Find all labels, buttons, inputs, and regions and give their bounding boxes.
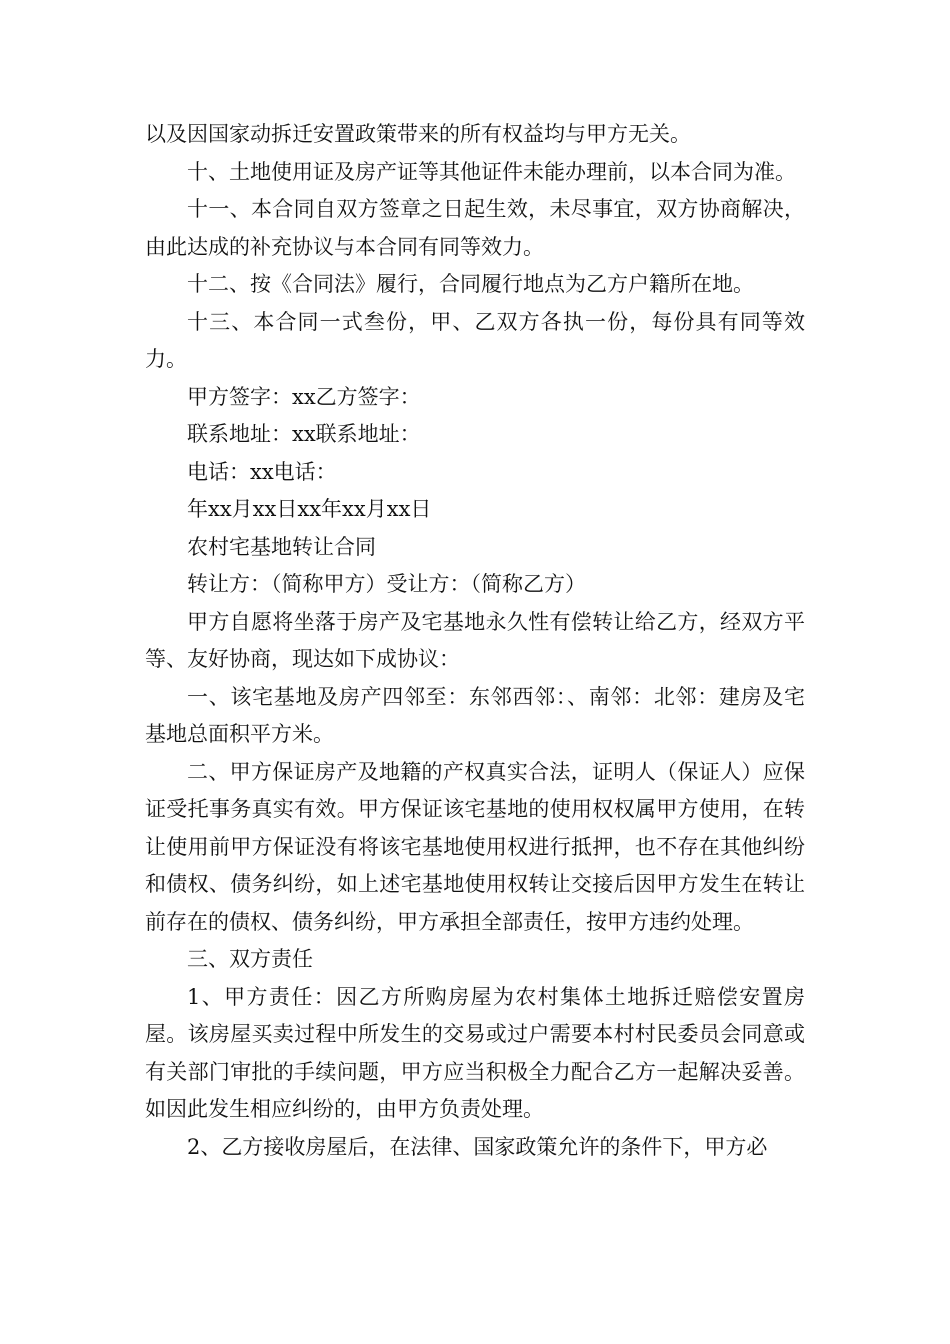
clause-3-heading: 三、双方责任 (187, 947, 313, 971)
paragraph-1: 以及因国家动拆迁安置政策带来的所有权益均与甲方无关。 (145, 122, 691, 146)
phone-line: 电话：xx电话： (187, 459, 337, 484)
signature-line: 甲方签字：xx乙方签字： (187, 384, 421, 409)
paragraph-3: 十一、本合同自双方签章之日起生效，未尽事宜，双方协商解决，由此达成的补充协议与本合同有同等效力。 (145, 197, 805, 259)
date-line: 年xx月xx日xx年xx月xx日 (187, 497, 432, 521)
clause-1: 一、该宅基地及房产四邻至：东邻西邻：、南邻：北邻：建房及宅基地总面积平方米。 (145, 684, 805, 746)
address-line: 联系地址：xx联系地址： (187, 422, 421, 446)
clause-3-2: 2、乙方接收房屋后，在法律、国家政策允许的条件下，甲方必 (187, 1134, 768, 1159)
clause-2: 二、甲方保证房产及地籍的产权真实合法，证明人（保证人）应保证受托事务真实有效。甲方保证该宅基地的使用权权属甲方使用，在转让使用前甲方保证没有将该宅基地使用权进行抵押，也不存在其他纠纷和债权、债务纠纷，如上述宅基地使用权转让交接后因甲方发生在转让前存在的债权、债务纠纷，甲方承担全部责任，按甲方违约处理。 (145, 759, 805, 934)
paragraph-5: 十三、本合同一式叁份，甲、乙双方各执一份，每份具有同等效力。 (145, 309, 805, 371)
contract-title: 农村宅基地转让合同 (187, 534, 376, 559)
document-page (145, 116, 805, 1166)
paragraph-4: 十二、按《合同法》履行，合同履行地点为乙方户籍所在地。 (187, 272, 754, 296)
clause-3-1: 1、甲方责任：因乙方所购房屋为农村集体土地拆迁赔偿安置房屋。该房屋买卖过程中所发生的交易或过户需要本村村民委员会同意或有关部门审批的手续问题，甲方应当积极全力配合乙方一起解决妥善。如因此发生相应纠纷的，由甲方负责处理。 (145, 984, 805, 1121)
parties-line: 转让方：（简称甲方）受让方：（简称乙方） (187, 572, 586, 596)
paragraph-intro: 甲方自愿将坐落于房产及宅基地永久性有偿转让给乙方，经双方平等、友好协商，现达如下成协议： (145, 609, 805, 671)
paragraph-2: 十、土地使用证及房产证等其他证件未能办理前，以本合同为准。 (187, 159, 796, 184)
